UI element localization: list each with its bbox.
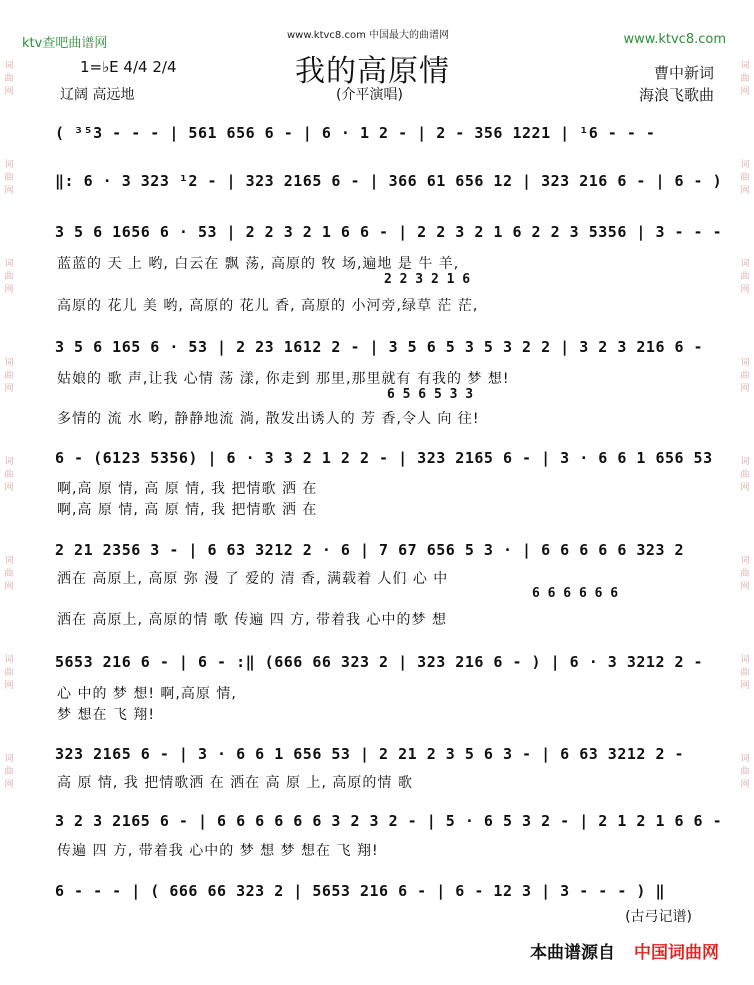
watermark-left [2, 60, 16, 852]
alt-notes: 2 2 3 2 1 6 [384, 272, 471, 287]
key-signature: 1=♭E 4/4 2/4 [80, 58, 177, 76]
lyric-line: 蓝蓝的 天 上 哟, 白云在 飘 荡, 高原的 牧 场,遍地 是 牛 羊, [57, 256, 460, 272]
lyric-line: 心 中的 梦 想! 啊,高原 情, [57, 686, 237, 702]
score-row-3: 3 5 6 1656 6 · 53 | 2 2 3 2 1 6 6 - | 2 2 3 2 1 6 2 2 3 5356 | 3 - - - [55, 223, 723, 241]
score-row-5: 6 - (6123 5356) | 6 · 3 3 2 1 2 2 - | 323 2165 6 - | 3 · 6 6 1 656 53 [55, 449, 713, 467]
alt-notes: 6 5 6 5 3 3 [387, 387, 474, 402]
score-row-10: 6 - - - | ( 666 66 323 2 | 5653 216 6 - | 6 - 12 3 | 3 - - - ) ‖ [55, 882, 665, 900]
source-brand-link[interactable]: 中国词曲网 [634, 943, 719, 963]
alt-notes: 6 6 6 6 6 6 [532, 586, 619, 601]
score-row-1: ( ³⁵3 - - - | 561 656 6 - | 6 · 1 2 - | 2 - 356 1221 | ¹6 - - - [55, 124, 656, 142]
site-url-right[interactable]: www.ktvc8.com [623, 32, 726, 47]
site-tagline: www.ktvc8.com 中国最大的曲谱网 [287, 30, 450, 41]
song-subtitle: (介平演唱) [336, 87, 403, 103]
score-row-8: 323 2165 6 - | 3 · 6 6 1 656 53 | 2 21 2 3 5 6 3 - | 6 63 3212 2 - [55, 745, 685, 763]
source-label: 本曲谱源自 [530, 943, 615, 963]
transcriber-credit: (古弓记谱) [625, 909, 692, 925]
composer-credit: 海浪飞歌曲 [638, 86, 714, 104]
tempo-marking: 辽阔 高远地 [60, 87, 135, 103]
song-title: 我的高原情 [295, 54, 450, 89]
lyric-line: 姑娘的 歌 声,让我 心情 荡 漾, 你走到 那里,那里就有 有我的 梦 想! [57, 371, 510, 387]
lyric-line: 啊,高 原 情, 高 原 情, 我 把情歌 洒 在 [57, 502, 318, 518]
lyric-line: 洒在 高原上, 高原 弥 漫 了 爱的 清 香, 满载着 人们 心 中 [57, 571, 449, 587]
score-row-9: 3 2 3 2165 6 - | 6 6 6 6 6 6 3 2 3 2 - | 5 · 6 5 3 2 - | 2 1 2 1 6 6 - [55, 812, 723, 830]
score-row-7: 5653 216 6 - | 6 - :‖ (666 66 323 2 | 323 216 6 - ) | 6 · 3 3212 2 - [55, 653, 704, 671]
lyricist-credit: 曹中新词 [653, 64, 714, 82]
score-row-2: ‖: 6 · 3 323 ¹2 - | 323 2165 6 - | 366 61 656 12 | 323 216 6 - | 6 - ) [55, 172, 723, 190]
lyric-line: 高原的 花儿 美 哟, 高原的 花儿 香, 高原的 小河旁,绿草 茫 茫, [57, 298, 479, 314]
watermark-text: 词 曲 网 词 曲 网 词 曲 网 词 曲 网 词 曲 网 词 曲 网 词 曲 网 词 曲 网 [4, 61, 14, 790]
lyric-line: 高 原 情, 我 把情歌洒 在 洒在 高 原 上, 高原的情 歌 [57, 775, 413, 791]
watermark-right [738, 60, 752, 852]
score-row-6: 2 21 2356 3 - | 6 63 3212 2 · 6 | 7 67 656 5 3 · | 6 6 6 6 6 323 2 [55, 541, 685, 559]
score-row-4: 3 5 6 165 6 · 53 | 2 23 1612 2 - | 3 5 6 5 3 5 3 2 2 | 3 2 3 216 6 - [55, 338, 704, 356]
lyric-line: 多情的 流 水 哟, 静静地流 淌, 散发出诱人的 芳 香,令人 向 往! [57, 411, 480, 427]
watermark-text: 词 曲 网 词 曲 网 词 曲 网 词 曲 网 词 曲 网 词 曲 网 词 曲 网 词 曲 网 [740, 61, 750, 790]
lyric-line: 啊,高 原 情, 高 原 情, 我 把情歌 洒 在 [57, 481, 318, 497]
site-name-left[interactable]: ktv查吧曲谱网 [22, 36, 108, 51]
lyric-line: 洒在 高原上, 高原的情 歌 传遍 四 方, 带着我 心中的梦 想 [57, 612, 447, 628]
lyric-line: 传遍 四 方, 带着我 心中的 梦 想 梦 想在 飞 翔! [57, 843, 379, 859]
lyric-line: 梦 想在 飞 翔! [57, 707, 155, 723]
